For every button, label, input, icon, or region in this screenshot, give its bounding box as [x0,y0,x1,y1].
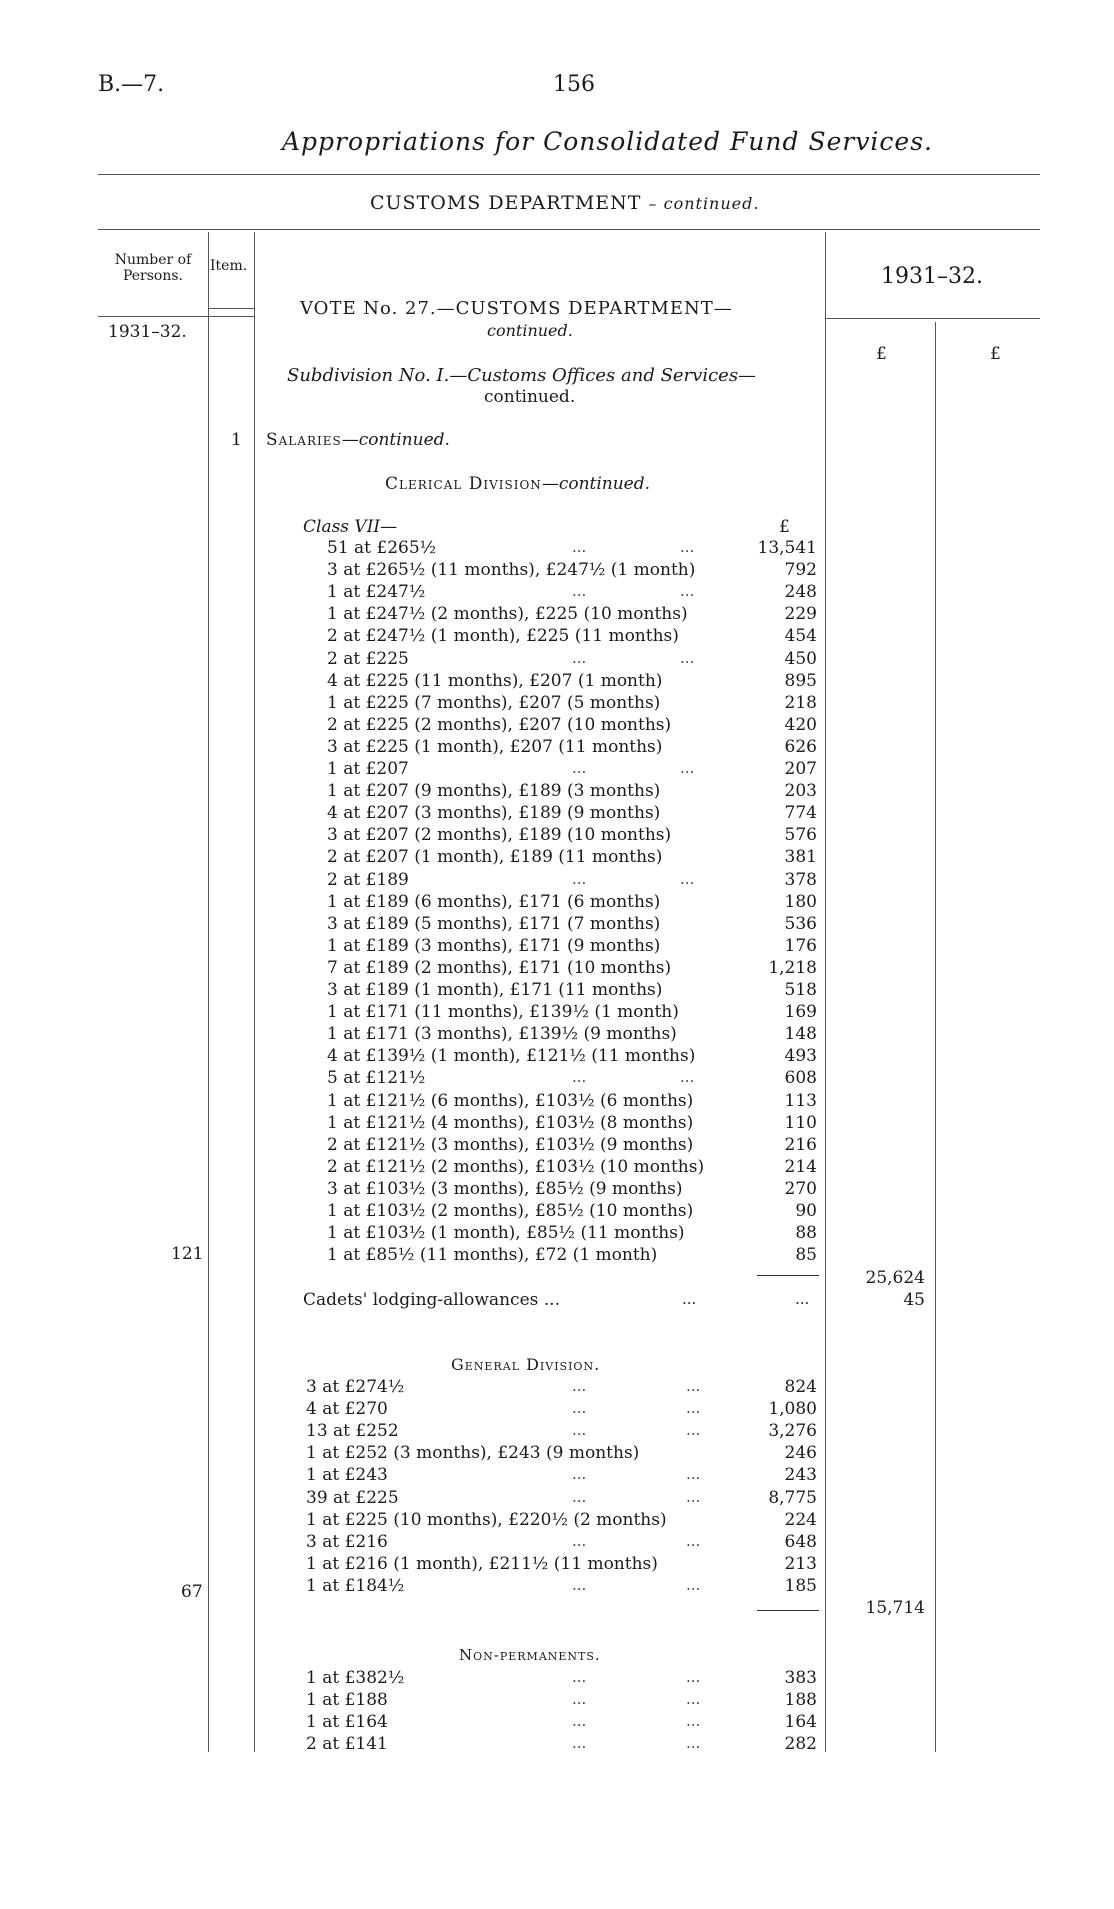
row-description: 1 at £103½ (2 months), £85½ (10 months) [327,1201,694,1221]
table-row [0,1668,1114,1690]
item-number: 1 [231,430,242,450]
table-row [0,737,1114,759]
leader-dots: ... [572,1531,587,1550]
row-value: 518 [784,980,817,1000]
rule [98,229,1040,230]
row-description: 1 at £121½ (6 months), £103½ (6 months) [327,1090,694,1111]
table-row [0,1510,1114,1532]
row-description: 1 at £103½ (1 month), £85½ (11 months) [327,1223,685,1244]
row-description: 3 at £189 (1 month), £171 (11 months) [327,980,663,1000]
row-value: 188 [784,1690,817,1711]
table-row [0,936,1114,958]
table-row [0,626,1114,648]
rule [98,316,254,317]
clerical-total: 25,624 [865,1268,925,1288]
subtotal-rule [757,1610,819,1611]
leader-dots: ... [686,1465,701,1484]
table-row [0,1690,1114,1712]
row-value: 608 [784,1068,817,1089]
row-description: 1 at £247½ (2 months), £225 (10 months) [327,604,688,625]
table-row [0,1488,1114,1510]
leader-dots: ... [686,1421,701,1440]
row-description: 51 at £265½ [327,538,437,558]
row-value: 164 [784,1712,817,1733]
table-row [0,1377,1114,1399]
row-value: 1,218 [768,957,817,978]
table-row [0,1734,1114,1756]
general-division-heading: General Division. [451,1355,601,1374]
table-row [0,892,1114,914]
dots: ... [682,1290,697,1308]
table-row [0,1179,1114,1201]
row-description: 1 at £184½ [306,1575,405,1596]
row-value: 824 [784,1377,817,1397]
leader-dots: ... [572,759,587,777]
row-description: 1 at £382½ [306,1668,405,1688]
row-value: 282 [784,1734,817,1755]
table-row [0,980,1114,1002]
table-row [0,1399,1114,1421]
leader-dots: ... [572,1575,587,1594]
leader-dots: ... [680,582,695,601]
leader-dots: ... [572,1712,587,1731]
table-row [0,1113,1114,1135]
table-row [0,604,1114,626]
row-value: 169 [784,1002,817,1023]
table-row [0,649,1114,671]
non-permanents-heading: Non-permanents. [459,1646,601,1664]
cadets-allowance-label: Cadets' lodging-allowances ... [303,1290,560,1310]
table-row [0,870,1114,892]
row-description: 1 at £252 (3 months), £243 (9 months) [306,1443,640,1464]
table-row [0,781,1114,803]
leader-dots: ... [572,1421,587,1440]
table-row [0,1002,1114,1024]
leader-dots: ... [572,1487,587,1506]
row-description: 5 at £121½ [327,1068,426,1089]
row-value: 8,775 [768,1487,817,1508]
row-value: 383 [784,1668,817,1688]
leader-dots: ... [572,582,587,601]
row-description: 3 at £189 (5 months), £171 (7 months) [327,913,661,934]
table-row [0,1091,1114,1113]
row-value: 774 [784,803,817,824]
row-description: 1 at £207 [327,759,409,779]
leader-dots: ... [572,1068,587,1087]
table-row [0,538,1114,560]
row-description: 2 at £207 (1 month), £189 (11 months) [327,847,663,868]
table-row [0,1554,1114,1576]
leader-dots: ... [572,1399,587,1418]
row-value: 895 [784,670,817,691]
row-description: 1 at £85½ (11 months), £72 (1 month) [327,1245,658,1266]
row-description: 1 at £247½ [327,582,426,603]
leader-dots: ... [680,869,695,888]
row-description: 1 at £189 (3 months), £171 (9 months) [327,935,661,956]
row-value: 88 [795,1223,817,1244]
department-suffix: – continued. [648,194,760,213]
clerical-persons-count: 121 [171,1244,204,1264]
leader-dots: ... [680,538,695,556]
leader-dots: ... [572,1668,587,1686]
pound-sign: £ [990,344,1001,364]
row-description: 1 at £243 [306,1465,388,1486]
row-value: 454 [784,626,817,647]
persons-year: 1931–32. [108,322,187,342]
table-row [0,582,1114,604]
department-suffix-text: continued. [663,194,760,213]
row-description: 3 at £265½ (11 months), £247½ (1 month) [327,560,696,581]
row-value: 218 [784,692,817,713]
clerical-heading-text: Clerical Division [385,474,542,494]
year-column-header: 1931–32. [881,264,983,289]
table-row [0,1465,1114,1487]
row-value: 536 [784,913,817,934]
row-description: 1 at £207 (9 months), £189 (3 months) [327,781,661,802]
cadets-allowance-value: 45 [903,1290,925,1310]
row-value: 148 [784,1024,817,1045]
row-description: 1 at £171 (11 months), £139½ (1 month) [327,1002,679,1023]
table-row [0,1068,1114,1090]
row-value: 207 [784,759,817,779]
row-description: 2 at £141 [306,1734,388,1755]
row-value: 185 [784,1575,817,1596]
general-persons-count: 67 [181,1582,203,1602]
table-row [0,671,1114,693]
leader-dots: ... [686,1712,701,1731]
page-title: Appropriations for Consolidated Fund Services. [282,127,934,156]
dots: ... [795,1290,810,1308]
row-description: 3 at £274½ [306,1377,405,1397]
row-description: 3 at £225 (1 month), £207 (11 months) [327,736,663,757]
row-description: 4 at £207 (3 months), £189 (9 months) [327,803,661,824]
row-value: 648 [784,1531,817,1552]
row-description: 4 at £139½ (1 month), £121½ (11 months) [327,1046,696,1067]
item-column-header: Item. [210,258,248,274]
subdivision-continued: continued. [484,387,576,407]
row-description: 2 at £225 [327,648,409,669]
table-row [0,693,1114,715]
row-value: 13,541 [757,538,817,558]
table-row [0,1532,1114,1554]
row-description: 2 at £189 [327,869,409,890]
table-row [0,1223,1114,1245]
leader-dots: ... [686,1734,701,1753]
row-value: 576 [784,825,817,846]
row-value: 113 [784,1090,817,1111]
table-row [0,803,1114,825]
row-value: 420 [784,714,817,735]
row-value: 378 [784,869,817,890]
table-row [0,1157,1114,1179]
subdivision-title: Subdivision No. I.—Customs Offices and Services— [287,365,757,386]
clerical-heading-continued: —continued. [541,474,651,494]
row-value: 3,276 [768,1421,817,1442]
row-description: 39 at £225 [306,1487,399,1508]
row-value: 110 [784,1112,817,1133]
row-description: 1 at £164 [306,1712,388,1733]
clerical-division-heading [385,474,650,494]
row-value: 246 [784,1443,817,1464]
row-description: 4 at £270 [306,1399,388,1420]
table-row [0,1024,1114,1046]
leader-dots: ... [572,869,587,888]
leader-dots: ... [686,1377,701,1395]
row-description: 2 at £121½ (3 months), £103½ (9 months) [327,1134,694,1155]
leader-dots: ... [572,1377,587,1395]
row-description: 1 at £188 [306,1690,388,1711]
row-value: 180 [784,891,817,912]
rule [208,308,254,309]
row-description: 1 at £171 (3 months), £139½ (9 months) [327,1024,677,1045]
row-value: 85 [795,1245,817,1266]
leader-dots: ... [680,1068,695,1087]
salaries-heading [266,430,450,450]
table-row [0,759,1114,781]
row-value: 626 [784,736,817,757]
row-value: 176 [784,935,817,956]
leader-dots: ... [686,1668,701,1686]
row-description: 1 at £189 (6 months), £171 (6 months) [327,891,661,912]
table-row [0,1576,1114,1598]
table-row [0,1201,1114,1223]
row-value: 90 [795,1201,817,1221]
leader-dots: ... [572,1465,587,1484]
leader-dots: ... [572,1734,587,1753]
leader-dots: ... [686,1399,701,1418]
table-row [0,1135,1114,1157]
row-value: 229 [784,604,817,625]
row-description: 1 at £216 (1 month), £211½ (11 months) [306,1553,658,1574]
leader-dots: ... [686,1487,701,1506]
row-description: 1 at £225 (7 months), £207 (5 months) [327,692,661,713]
leader-dots: ... [572,1690,587,1709]
department-heading [370,192,759,214]
row-value: 224 [784,1509,817,1530]
row-description: 1 at £121½ (4 months), £103½ (8 months) [327,1112,694,1133]
vote-title: VOTE No. 27.—CUSTOMS DEPARTMENT— [300,298,733,319]
vote-title-continued: continued. [487,321,573,340]
row-value: 213 [784,1553,817,1574]
pound-sign: £ [779,517,790,537]
table-row [0,1245,1114,1267]
general-total: 15,714 [865,1598,925,1618]
row-description: 2 at £121½ (2 months), £103½ (10 months) [327,1156,705,1177]
row-value: 270 [784,1178,817,1199]
persons-column-header: Number of Persons. [114,252,192,284]
table-row [0,1712,1114,1734]
table-row [0,914,1114,936]
leader-dots: ... [686,1690,701,1709]
table-row [0,825,1114,847]
leader-dots: ... [572,648,587,667]
rule [98,174,1040,175]
leader-dots: ... [686,1575,701,1594]
table-row [0,958,1114,980]
row-value: 1,080 [768,1399,817,1420]
row-description: 1 at £225 (10 months), £220½ (2 months) [306,1509,667,1530]
document-reference: B.—7. [98,72,165,97]
leader-dots: ... [680,759,695,777]
row-description: 3 at £216 [306,1531,388,1552]
row-value: 450 [784,648,817,669]
department-name: CUSTOMS DEPARTMENT [370,192,642,214]
leader-dots: ... [572,538,587,556]
row-value: 381 [784,847,817,868]
leader-dots: ... [686,1531,701,1550]
row-description: 2 at £247½ (1 month), £225 (11 months) [327,626,679,647]
pound-sign: £ [876,344,887,364]
row-value: 792 [784,560,817,581]
page-number: 156 [553,72,595,97]
row-description: 2 at £225 (2 months), £207 (10 months) [327,714,672,735]
subtotal-rule [757,1275,819,1276]
row-value: 248 [784,582,817,603]
salaries-label: Salaries [266,430,342,450]
row-description: 3 at £103½ (3 months), £85½ (9 months) [327,1178,683,1199]
row-value: 203 [784,781,817,802]
row-description: 7 at £189 (2 months), £171 (10 months) [327,957,672,978]
table-row [0,1421,1114,1443]
table-row [0,715,1114,737]
row-value: 493 [784,1046,817,1067]
table-row [0,1443,1114,1465]
row-value: 243 [784,1465,817,1486]
row-description: 13 at £252 [306,1421,399,1442]
leader-dots: ... [680,648,695,667]
table-row [0,847,1114,869]
rule [825,318,1040,319]
salaries-continued: —continued. [341,430,450,450]
row-description: 4 at £225 (11 months), £207 (1 month) [327,670,663,691]
table-row [0,560,1114,582]
row-value: 214 [784,1156,817,1177]
table-row [0,1046,1114,1068]
row-value: 216 [784,1134,817,1155]
row-description: 3 at £207 (2 months), £189 (10 months) [327,825,672,846]
class-label: Class VII— [303,517,398,537]
